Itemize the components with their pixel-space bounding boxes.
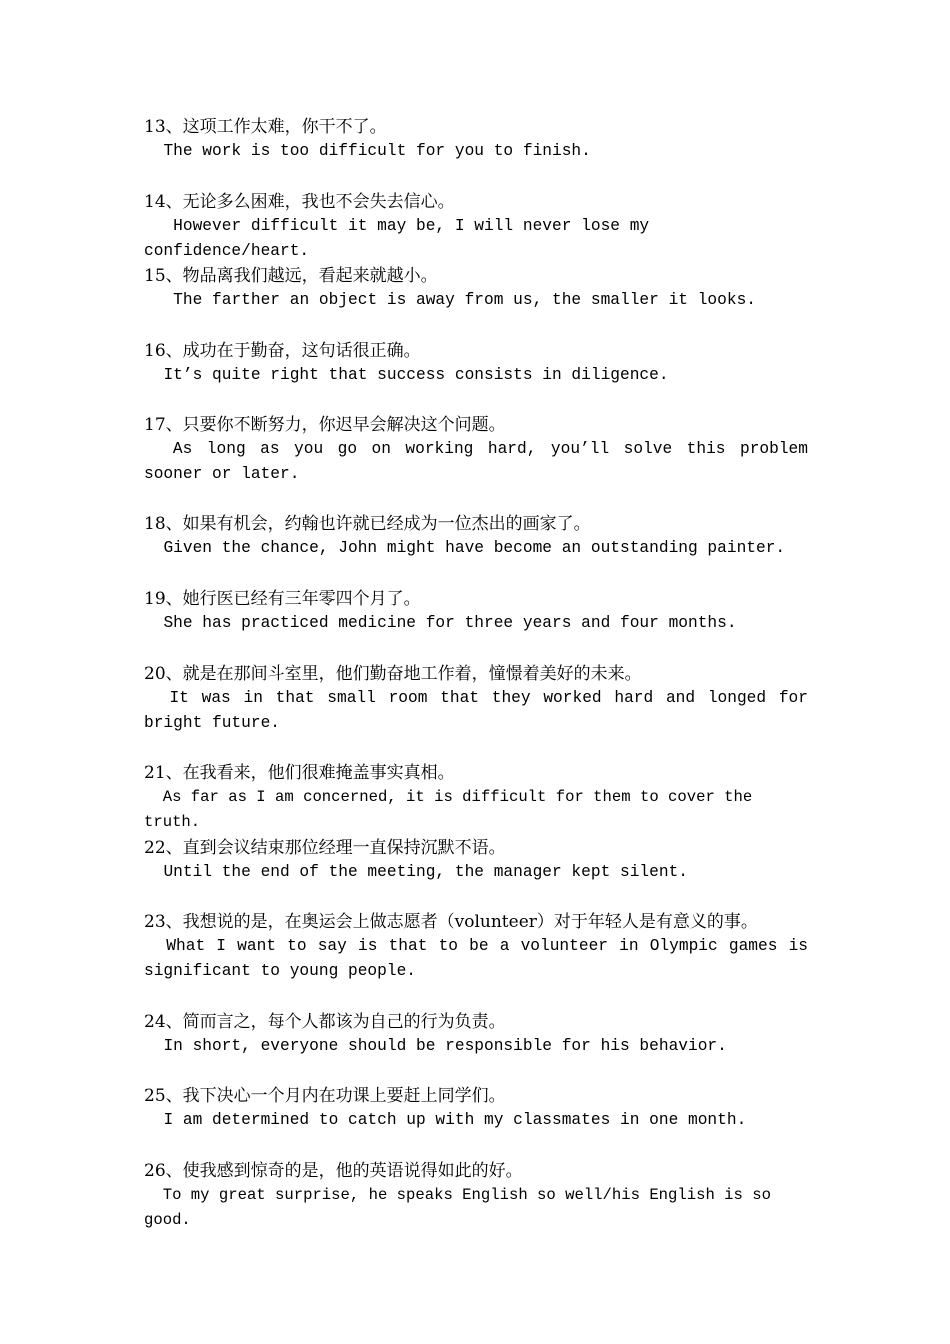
chinese-sentence: 18、如果有机会，约翰也许就已经成为一位杰出的画家了。: [144, 514, 591, 534]
chinese-sentence: 16、成功在于勤奋，这句话很正确。: [144, 341, 421, 361]
sentence-entry-22: [144, 836, 808, 885]
sentence-entry-20: [144, 662, 818, 736]
english-translation: Until the end of the meeting, the manager kept silent.: [144, 863, 688, 881]
english-translation: As long as you go on working hard, you’ll solve this problem sooner or later.: [144, 440, 818, 483]
english-translation: The farther an object is away from us, the smaller it looks.: [144, 291, 757, 309]
sentence-entry-13: [144, 115, 808, 164]
chinese-sentence: 23、我想说的是，在奥运会上做志愿者（volunteer）对于年轻人是有意义的事。: [144, 912, 758, 932]
chinese-sentence: 20、就是在那间斗室里，他们勤奋地工作着，憧憬着美好的未来。: [144, 664, 642, 684]
sentence-entry-14: [144, 190, 808, 264]
sentence-entry-18: [144, 512, 808, 561]
sentence-entry-25: [144, 1084, 808, 1133]
english-translation: However difficult it may be, I will never lose my confidence/heart.: [144, 217, 659, 260]
chinese-sentence: 17、只要你不断努力，你迟早会解决这个问题。: [144, 415, 506, 435]
sentence-entry-16: [144, 339, 808, 388]
english-translation: She has practiced medicine for three years and four months.: [144, 614, 737, 632]
chinese-sentence: 26、使我感到惊奇的是，他的英语说得如此的好。: [144, 1161, 523, 1181]
sentence-entry-21: [144, 761, 808, 835]
english-translation: As far as I am concerned, it is difficult for them to cover the truth.: [144, 788, 762, 831]
chinese-sentence: 21、在我看来，他们很难掩盖事实真相。: [144, 763, 455, 783]
chinese-sentence: 13、这项工作太难，你干不了。: [144, 117, 387, 137]
chinese-sentence: 24、简而言之，每个人都该为自己的行为负责。: [144, 1012, 506, 1032]
sentence-entry-23: [144, 910, 818, 984]
chinese-sentence: 22、直到会议结束那位经理一直保持沉默不语。: [144, 838, 506, 858]
sentence-entry-17: [144, 413, 818, 487]
chinese-sentence: 15、物品离我们越远，看起来就越小。: [144, 266, 438, 286]
chinese-sentence: 25、我下决心一个月内在功课上要赶上同学们。: [144, 1086, 506, 1106]
english-translation: In short, everyone should be responsible for his behavior.: [144, 1037, 727, 1055]
sentence-entry-19: [144, 587, 808, 636]
english-translation: It’s quite right that success consists in diligence.: [144, 366, 669, 384]
sentence-entry-24: [144, 1010, 808, 1059]
english-translation: It was in that small room that they worked hard and longed for bright future.: [144, 689, 818, 732]
chinese-sentence: 19、她行医已经有三年零四个月了。: [144, 589, 421, 609]
english-translation: I am determined to catch up with my classmates in one month.: [144, 1111, 747, 1129]
chinese-sentence: 14、无论多么困难，我也不会失去信心。: [144, 192, 455, 212]
sentence-entry-26: [144, 1159, 808, 1233]
sentence-entry-15: [144, 264, 808, 313]
english-translation: Given the chance, John might have become an outstanding painter.: [144, 539, 786, 557]
english-translation: The work is too difficult for you to finish.: [144, 142, 591, 160]
english-translation: To my great surprise, he speaks English so well/his English is so good.: [144, 1186, 781, 1229]
english-translation: What I want to say is that to be a volunteer in Olympic games is significant to young people.: [144, 937, 818, 980]
